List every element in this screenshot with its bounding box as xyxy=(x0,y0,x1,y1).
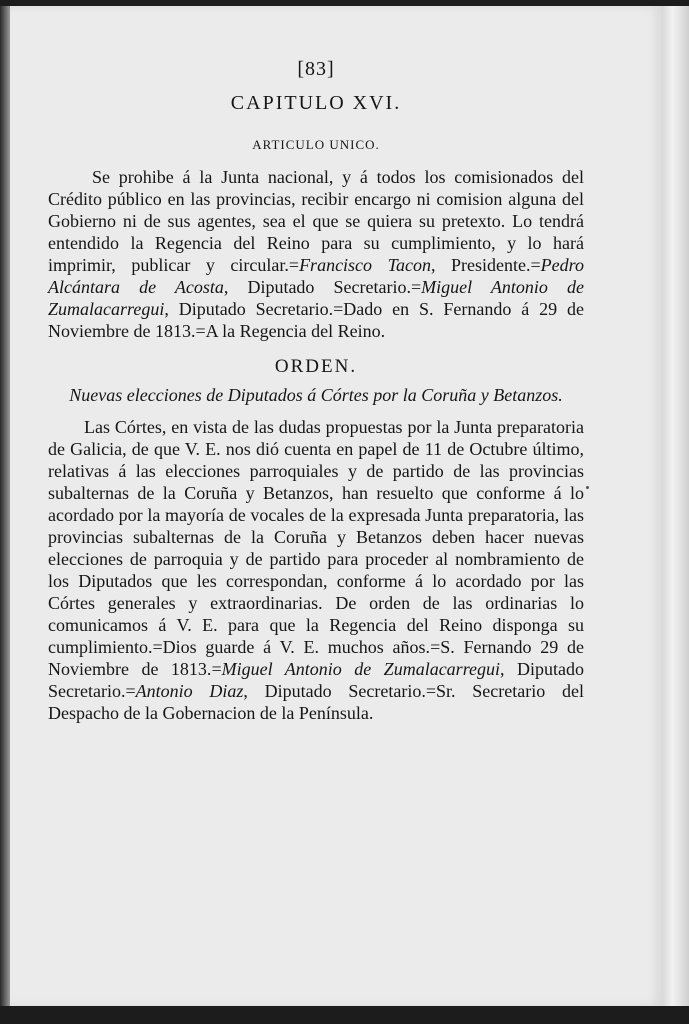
page-number: [83] xyxy=(297,58,335,80)
page-text xyxy=(48,58,584,724)
orden-subtitle: Nuevas elecciones de Diputados á Córtes por la Coruña y Betanzos. xyxy=(69,385,563,405)
signatory-name: Pedro Alcántara de Acosta xyxy=(48,255,584,297)
ink-speck xyxy=(586,486,589,489)
signatory-name: Francisco Tacon xyxy=(299,255,431,275)
article-heading: ARTICULO UNICO. xyxy=(252,137,380,152)
orden-paragraph: Las Córtes, en vista de las dudas propuestas por la Junta preparatoria de Galicia, de que V. E. nos dió cuenta en papel de 11 de Octubre último, relativas á las elecciones parroquiales y de partido de las provincias subalternas de la Coruña y Betanzos, han resuelto que conforme á lo acordado por la mayoría de vocales de la expresada Junta preparatoria, las provincias subalternas de la Coruña y Betanzos deben hacer nuevas elecciones de parroquia y de partido para proceder al nombramiento de los Diputados que les correspondan, conforme á lo acordado por las Córtes generales y extraordinarias. De orden de las ordinarias lo comunicamos á V. E. para que la Regencia del Reino disponga su cumplimiento.=Dios guarde á V. E. muchos años.=S. Fernando 29 de Noviembre de 1813.=Miguel Antonio de Zumalacarregui, Diputado Secretario.=Antonio Diaz, Diputado Secretario.=Sr. Secretario del Despacho de la Gobernacion de la Península. xyxy=(48,417,585,723)
signatory-name: Miguel Antonio de Zumalacarregui xyxy=(221,659,501,679)
signatory-name: Antonio Diaz xyxy=(135,681,244,701)
article-paragraph: Se prohibe á la Junta nacional, y á todos los comisionados del Crédito público en las provincias, recibir encargo ni comision alguna del Gobierno ni de sus agentes, sea el que se quiera su pretexto. Lo tendrá entendido la Regencia del Reino para su cumplimiento, y lo hará imprimir, publicar y circular.=Francisco Tacon, Presidente.=Pedro Alcántara de Acosta, Diputado Secretario.=Miguel Antonio de Zumalacarregui, Diputado Secretario.=Dado en S. Fernando á 29 de Noviembre de 1813.=A la Regencia del Reino. xyxy=(48,167,585,341)
chapter-title: CAPITULO XVI. xyxy=(230,92,402,114)
page-edge xyxy=(662,6,689,1006)
book-spine-shadow xyxy=(0,6,10,1006)
signatory-name: Miguel Antonio de Zumalacarregui xyxy=(48,277,584,319)
orden-heading: ORDEN. xyxy=(274,356,358,377)
